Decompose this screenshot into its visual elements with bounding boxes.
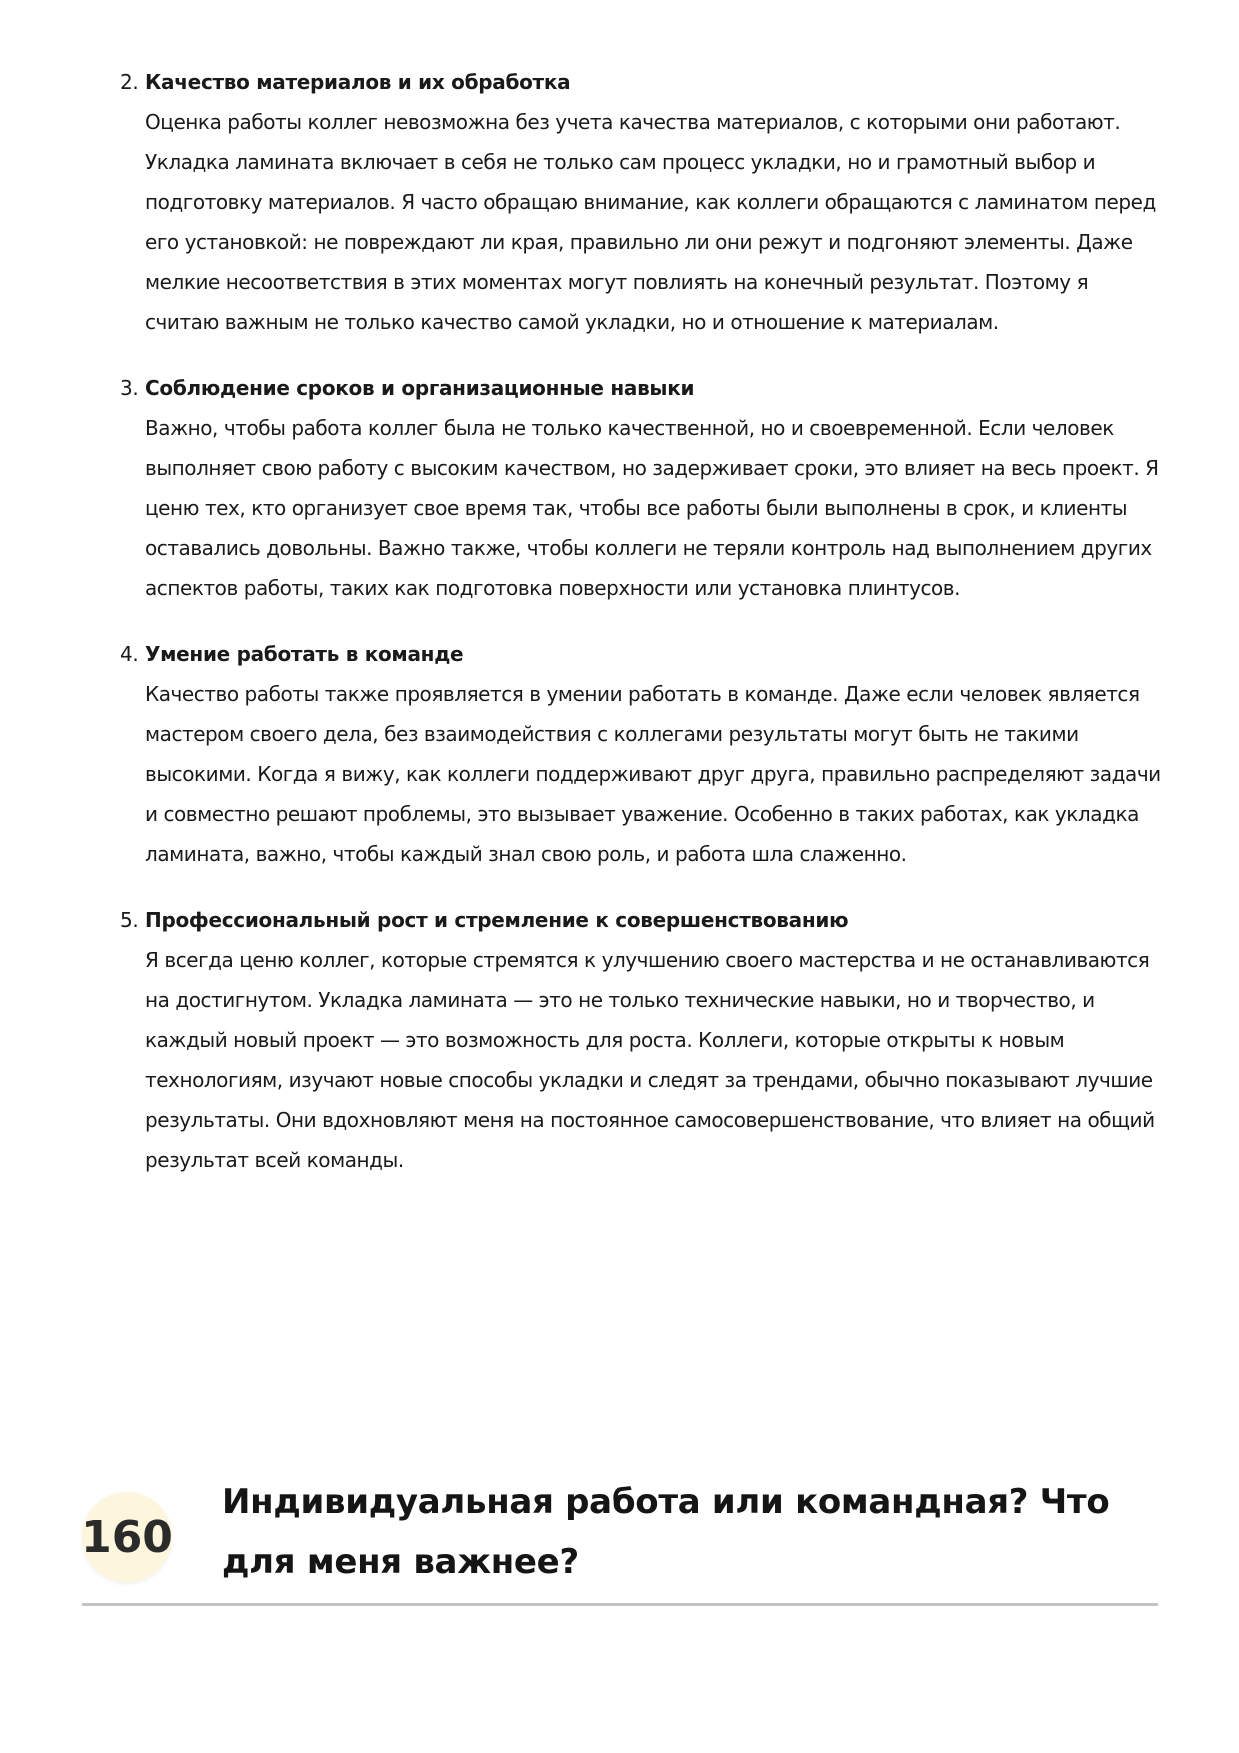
list-item-title: Умение работать в команде <box>145 642 464 666</box>
list-item-text: Важно, чтобы работа коллег была не только качественной, но и своевременной. Если человек выполняет свою работу с высоким качеством, но задерживает сроки, это влияет на весь проект. Я ценю тех, кто организует свое время так, чтобы все работы были выполнены в срок, и клиенты оставались довольны. Важно также, чтобы коллеги не теряли контроль над выполнением других аспектов работы, таких как подготовка поверхности или установка плинтусов. <box>145 416 1159 600</box>
list-item-title: Соблюдение сроков и организационные навыки <box>145 376 695 400</box>
section-number-badge: 160 <box>82 1492 172 1582</box>
list-item-text: Оценка работы коллег невозможна без учета качества материалов, с которыми они работают. Укладка ламината включает в себя не только сам процесс укладки, но и грамотный выбор и подготовку материалов. Я часто обращаю внимание, как коллеги обращаются с ламинатом перед его установкой: не повреждают ли края, правильно ли они режут и подгоняют элементы. Даже мелкие несоответствия в этих моментах могут повлиять на конечный результат. Поэтому я считаю важным не только качество самой укладки, но и отношение к материалам. <box>145 110 1156 334</box>
list-item-number: 4. <box>120 642 139 666</box>
list-item-number: 2. <box>120 70 139 94</box>
list-item-number: 5. <box>120 908 139 932</box>
list-item <box>120 368 1165 608</box>
list-item-title: Профессиональный рост и стремление к совершенствованию <box>145 908 849 932</box>
list-item-number: 3. <box>120 376 139 400</box>
section-header <box>82 1462 1158 1606</box>
section-title: Индивидуальная работа или командная? Что для меня важнее? <box>222 1482 1110 1582</box>
numbered-list <box>120 62 1165 1206</box>
list-item-title: Качество материалов и их обработка <box>145 70 571 94</box>
list-item-text: Я всегда ценю коллег, которые стремятся к улучшению своего мастерства и не останавливаются на достигнутом. Укладка ламината — это не только технические навыки, но и творчество, и каждый новый проект — это возможность для роста. Коллеги, которые открыты к новым технологиям, изучают новые способы укладки и следят за трендами, обычно показывают лучшие результаты. Они вдохновляют меня на постоянное самосовершенствование, что влияет на общий результат всей команды. <box>145 948 1155 1172</box>
list-item <box>120 634 1165 874</box>
list-item <box>120 62 1165 342</box>
list-item-text: Качество работы также проявляется в умении работать в команде. Даже если человек является мастером своего дела, без взаимодействия с коллегами результаты могут быть не такими высокими. Когда я вижу, как коллеги поддерживают друг друга, правильно распределяют задачи и совместно решают проблемы, это вызывает уважение. Особенно в таких работах, как укладка ламината, важно, чтобы каждый знал свою роль, и работа шла слаженно. <box>145 682 1161 866</box>
list-item <box>120 900 1165 1180</box>
section-divider <box>82 1603 1158 1606</box>
